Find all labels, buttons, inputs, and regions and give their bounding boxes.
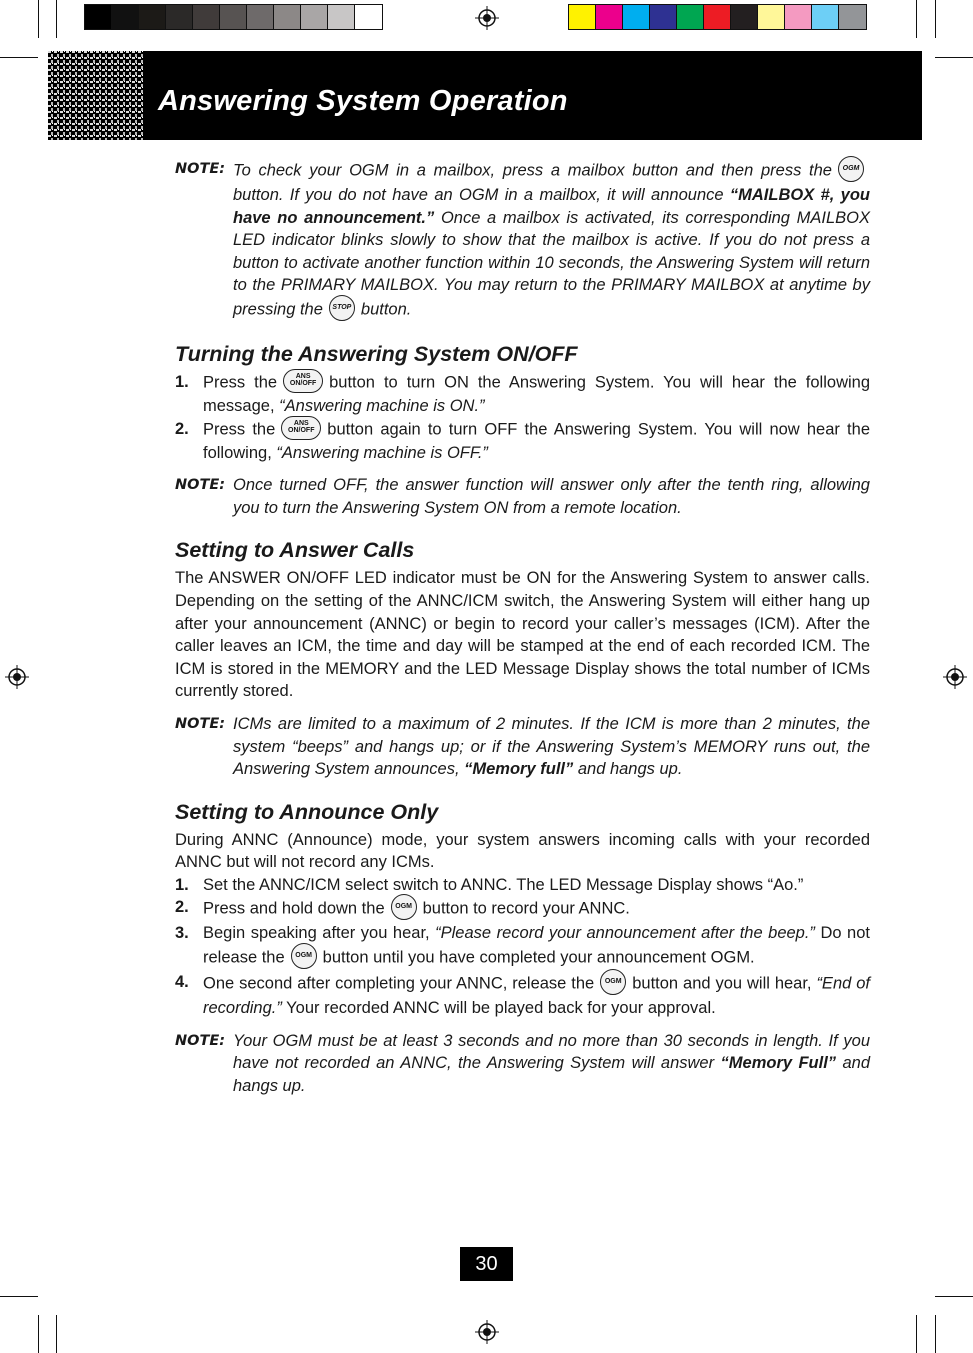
section-heading-answer-calls: Setting to Answer Calls: [175, 538, 415, 563]
page-header: [48, 51, 922, 140]
gray-swatch: [355, 5, 382, 29]
registration-mark-icon: [475, 6, 499, 30]
note-text-part: To check your OGM in a mailbox, press a mailbox button and then press the: [233, 161, 832, 180]
step-number: 2.: [175, 898, 189, 917]
step-text: Press the ANS ON/OFF button again to turn OFF the Answering System. You will now hear the following, “Answering machine is OFF.”: [203, 418, 870, 465]
step-text: One second after completing your ANNC, release the OGM button and you will hear, “End of recording.” Your recorded ANNC will be played back for your approval.: [203, 971, 870, 1020]
ogm-button-icon: OGM: [391, 894, 417, 920]
crop-mark: [38, 0, 39, 38]
step-item: [175, 371, 870, 418]
note-label: NOTE:: [175, 477, 226, 494]
steps-on-off: [175, 371, 870, 464]
color-swatch: [785, 5, 812, 29]
step-number: 1.: [175, 372, 189, 391]
gray-color-bar: [84, 4, 383, 30]
crop-mark: [56, 0, 57, 38]
note-text: ICMs are limited to a maximum of 2 minutes. If the ICM is more than 2 minutes, the system “beeps” and hangs up; or if the Answering System’s MEMORY runs out, the Answering System announces, “Memory full” and hangs up.: [233, 714, 870, 779]
step-number: 3.: [175, 924, 189, 943]
note-text-part: button. If you do not have an OGM in a mailbox, it will announce: [233, 186, 724, 204]
crop-mark: [935, 1315, 936, 1353]
note-text: Once turned OFF, the answer function will answer only after the tenth ring, allowing you to turn the Answering System ON from a remote location.: [233, 476, 870, 517]
color-swatch: [623, 5, 650, 29]
note-text: [233, 158, 870, 323]
gray-swatch: [112, 5, 139, 29]
step-item: [175, 971, 870, 1020]
registration-mark-icon: [943, 665, 967, 689]
gray-swatch: [139, 5, 166, 29]
gray-swatch: [85, 5, 112, 29]
step-item: [175, 896, 870, 922]
announce-only-paragraph: During ANNC (Announce) mode, your system answers incoming calls with your recorded ANNC but will not record any ICMs.: [175, 830, 870, 872]
gray-swatch: [220, 5, 247, 29]
crop-mark: [916, 1315, 917, 1353]
crop-mark: [916, 0, 917, 38]
note-emphasis: “MAILBOX #, you have no announcement.”: [233, 186, 870, 227]
process-color-bar: [568, 4, 867, 30]
step-item: [175, 922, 870, 971]
crop-mark: [935, 0, 936, 38]
note-on-off: [175, 474, 870, 519]
step-number: 4.: [175, 973, 189, 992]
section-heading-on-off: Turning the Answering System ON/OFF: [175, 341, 578, 366]
step-item: [175, 418, 870, 465]
page-number: 30: [460, 1247, 513, 1281]
registration-mark-icon: [5, 665, 29, 689]
color-swatch: [596, 5, 623, 29]
ogm-button-icon: OGM: [291, 943, 317, 969]
color-swatch: [839, 5, 866, 29]
step-number: 2.: [175, 419, 189, 438]
crop-mark: [935, 1296, 973, 1297]
gray-swatch: [193, 5, 220, 29]
crop-mark: [0, 57, 38, 58]
crop-mark: [935, 57, 973, 58]
note-icm-limit: [175, 713, 870, 781]
color-swatch: [677, 5, 704, 29]
note-mailbox-ogm: [175, 158, 870, 323]
note-text-part: Once a mailbox is activated, its corresponding MAILBOX LED indicator blinks slowly to show that the mailbox is active. If you do not press a button to activate another function within 10 seconds, the Answering System will return to the PRIMARY MAILBOX. You may return to the PRIMARY MAILBOX at anytime by pressing the: [233, 208, 870, 319]
color-swatch: [812, 5, 839, 29]
page-content: [175, 158, 870, 1115]
color-swatch: [569, 5, 596, 29]
page-title: Answering System Operation: [158, 85, 568, 117]
crop-mark: [56, 1315, 57, 1353]
led-display-value: “Ao.”: [767, 875, 804, 894]
note-label: NOTE:: [175, 715, 226, 732]
gray-swatch: [247, 5, 274, 29]
gray-swatch: [328, 5, 355, 29]
steps-announce: [175, 874, 870, 1020]
note-text: Your OGM must be at least 3 seconds and no more than 30 seconds in length. If you have not recorded an ANNC, the Answering System will answer “Memory Full” and hangs up.: [233, 1031, 870, 1095]
gray-swatch: [301, 5, 328, 29]
step-item: [175, 874, 870, 897]
step-text: Begin speaking after you hear, “Please record your announcement after the beep.” Do not release the OGM button until you have completed your announcement OGM.: [203, 922, 870, 971]
crop-mark: [0, 1296, 38, 1297]
step-text: Set the ANNC/ICM select switch to ANNC. The LED Message Display shows “Ao.”: [203, 875, 804, 894]
registration-mark-icon: [475, 1320, 499, 1344]
note-text-part: button.: [360, 300, 412, 319]
color-swatch: [704, 5, 731, 29]
ans-on-off-button-icon: ANS ON/OFF: [281, 416, 321, 440]
gray-swatch: [166, 5, 193, 29]
gray-swatch: [274, 5, 301, 29]
section-heading-announce-only: Setting to Announce Only: [175, 799, 439, 824]
step-number: 1.: [175, 875, 189, 894]
stop-button-icon: STOP: [329, 295, 355, 321]
note-label: NOTE:: [175, 161, 226, 177]
note-ogm-length: [175, 1030, 870, 1098]
note-label: NOTE:: [175, 1032, 226, 1049]
crop-mark: [38, 1315, 39, 1353]
color-swatch: [758, 5, 785, 29]
header-texture-pattern: [48, 51, 144, 140]
answer-calls-paragraph: The ANSWER ON/OFF LED indicator must be ON for the Answering System to answer calls. Depending on the setting of the ANNC/ICM switch, the Answering System will either hang up after your announcement (ANNC) or begin to record your caller’s messages (ICM). After the caller leaves an ICM, the time and day will be stamped at the end of each recorded ICM. The ICM is stored in the MEMORY and the LED Message Display shows the total number of ICMs currently stored.: [175, 569, 870, 701]
ogm-button-icon: OGM: [600, 969, 626, 995]
ogm-button-icon: OGM: [838, 156, 864, 182]
color-swatch: [650, 5, 677, 29]
step-text: Press and hold down the OGM button to record your ANNC.: [203, 896, 870, 922]
color-swatch: [731, 5, 758, 29]
ans-on-off-button-icon: ANS ON/OFF: [283, 369, 323, 393]
step-text: Press the ANS ON/OFF button to turn ON the Answering System. You will hear the following message, “Answering machine is ON.”: [203, 371, 870, 418]
